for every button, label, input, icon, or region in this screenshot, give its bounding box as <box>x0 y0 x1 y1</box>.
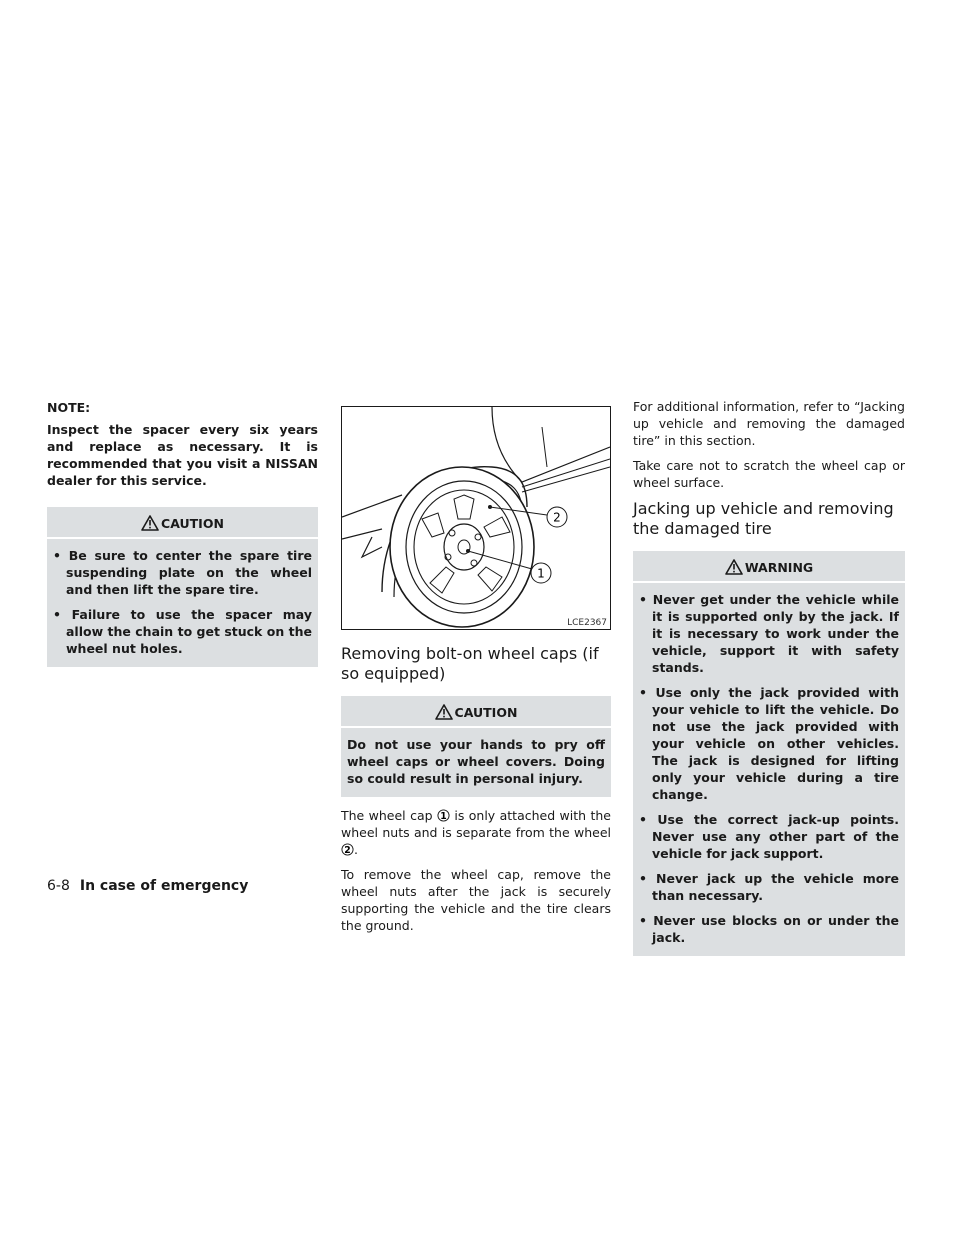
callout-2: 2 <box>553 510 561 525</box>
caution-box-2 <box>341 696 611 797</box>
caution-item: • Failure to use the spacer may allow the chain to get stuck on the wheel nut holes. <box>53 607 312 656</box>
wheel-illustration-drawing <box>342 407 610 629</box>
page-footer <box>47 878 248 894</box>
warning-item: • Never jack up the vehicle more than necessary. <box>639 871 899 903</box>
caution-box-1 <box>47 507 318 667</box>
svg-text:1: 1 <box>440 810 447 822</box>
chapter-title: In case of emergency <box>79 878 249 894</box>
callout-1-icon <box>437 809 450 822</box>
care-paragraph: Take care not to scratch the wheel cap or wheel surface. <box>633 458 905 490</box>
caution-list-1 <box>53 547 312 657</box>
warning-title: WARNING <box>633 559 905 583</box>
section-title-wheel-caps: Removing bolt-on wheel caps (if so equipped) <box>341 644 599 683</box>
warning-item: • Use only the jack provided with your vehicle to lift the vehicle. Do not use the jack provided with your vehicle on other vehicles. The jack is designed for lifting only your vehicle during a tire change. <box>639 685 899 802</box>
warning-item: • Use the correct jack-up points. Never use any other part of the vehicle for jack support. <box>639 812 899 861</box>
warning-triangle-icon <box>141 515 159 531</box>
column-3 <box>633 398 905 956</box>
column-2 <box>341 398 611 942</box>
section-title-jacking: Jacking up vehicle and removing the damaged tire <box>633 499 894 538</box>
note-body: Inspect the spacer every six years and replace as necessary. It is recommended that you visit a NISSAN dealer for this service. <box>47 422 318 488</box>
caution-title-2: CAUTION <box>341 704 611 728</box>
caution-text-2: Do not use your hands to pry off wheel caps or wheel covers. Doing so could result in personal injury. <box>347 737 605 786</box>
page-number: 6-8 <box>47 878 70 894</box>
caution-item: • Be sure to center the spare tire suspending plate on the wheel and then lift the spare tire. <box>53 548 312 597</box>
warning-item: • Never use blocks on or under the jack. <box>639 913 899 945</box>
column-1 <box>47 398 318 667</box>
warning-triangle-icon <box>435 704 453 720</box>
note-heading: NOTE: <box>47 400 91 415</box>
additional-info-paragraph: For additional information, refer to “Jacking up vehicle and removing the damaged tire” in this section. <box>633 399 905 448</box>
warning-box <box>633 551 905 956</box>
figure-code: LCE2367 <box>567 618 607 628</box>
callout-1: 1 <box>537 566 545 581</box>
callout-2-icon <box>341 843 354 856</box>
wheel-cap-illustration <box>341 406 611 630</box>
svg-text:2: 2 <box>344 844 351 856</box>
wheel-cap-paragraph: The wheel cap 1 is only attached with the wheel nuts and is separate from the wheel 2 . <box>341 808 611 857</box>
warning-triangle-icon <box>725 559 743 575</box>
remove-paragraph: To remove the wheel cap, remove the wheel nuts after the jack is securely supporting the vehicle and the tire clears the ground. <box>341 867 611 933</box>
warning-list <box>639 591 899 946</box>
warning-item: • Never get under the vehicle while it is supported only by the jack. If it is necessary to work under the vehicle, support it with safety stands. <box>639 592 899 675</box>
caution-title-1: CAUTION <box>47 515 318 539</box>
